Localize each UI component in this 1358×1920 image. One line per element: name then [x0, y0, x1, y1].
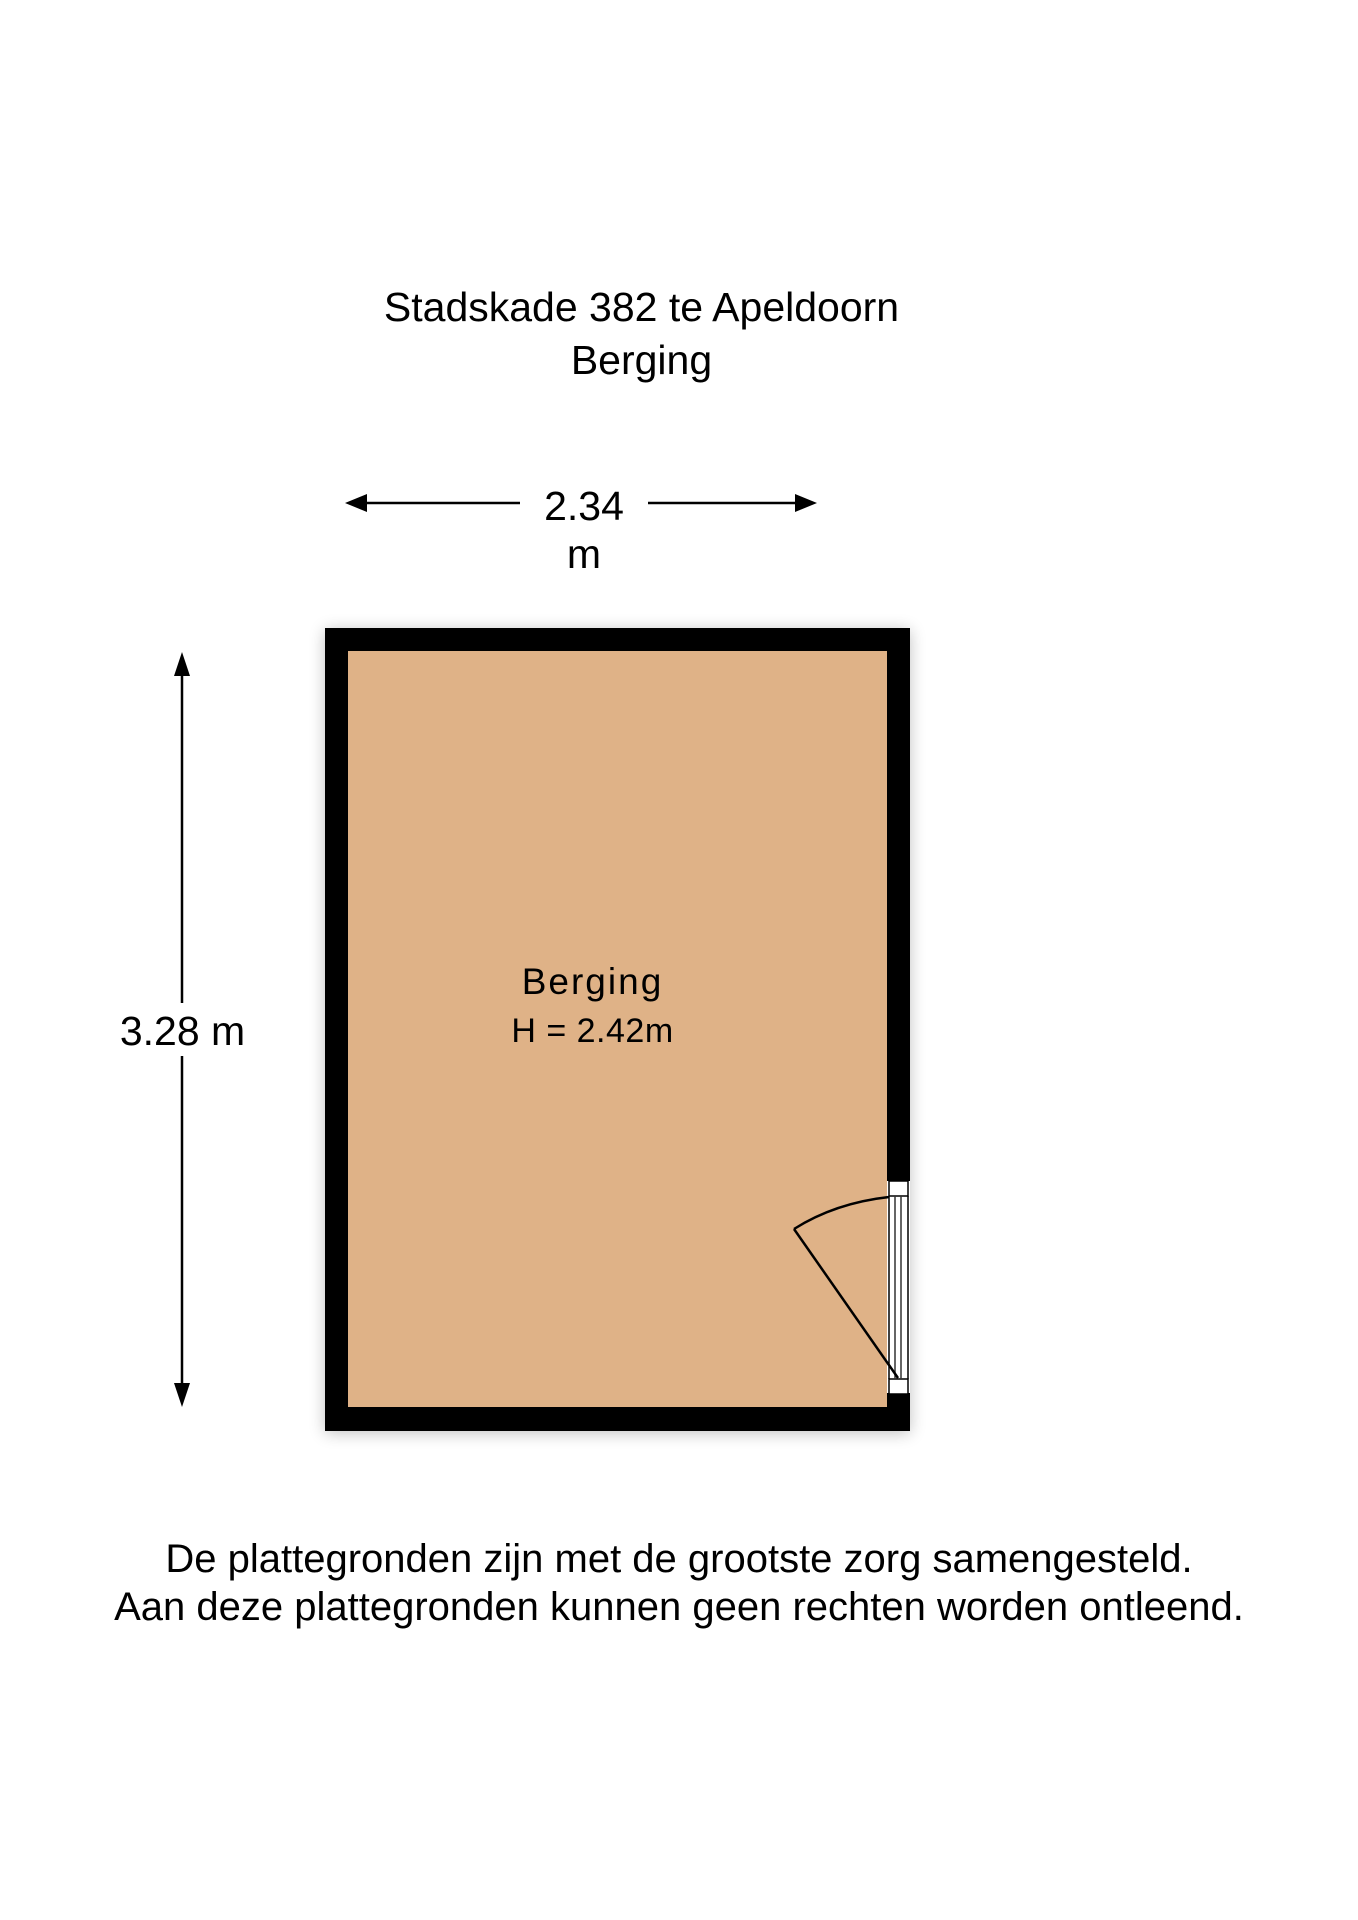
- arrow-down-icon: [174, 1383, 190, 1407]
- depth-dimension-label: 3.28 m: [110, 1007, 255, 1055]
- room-height-label: H = 2.42m: [511, 1012, 674, 1050]
- arrow-up-icon: [174, 652, 190, 676]
- door-jamb-top: [889, 1181, 908, 1196]
- arrow-left-icon: [345, 494, 367, 512]
- address-title: Stadskade 382 te Apeldoorn: [383, 284, 900, 330]
- room-name-label: Berging: [521, 961, 664, 1002]
- door-jamb-bottom: [889, 1379, 908, 1394]
- arrow-right-icon: [795, 494, 817, 512]
- floor-name-title: Berging: [570, 337, 713, 383]
- width-dimension-label: 2.34 m: [523, 482, 645, 578]
- disclaimer-line-1: De plattegronden zijn met de grootste zorg samengesteld.: [165, 1537, 1193, 1581]
- disclaimer-line-2: Aan deze plattegronden kunnen geen rechten worden ontleend.: [114, 1585, 1244, 1629]
